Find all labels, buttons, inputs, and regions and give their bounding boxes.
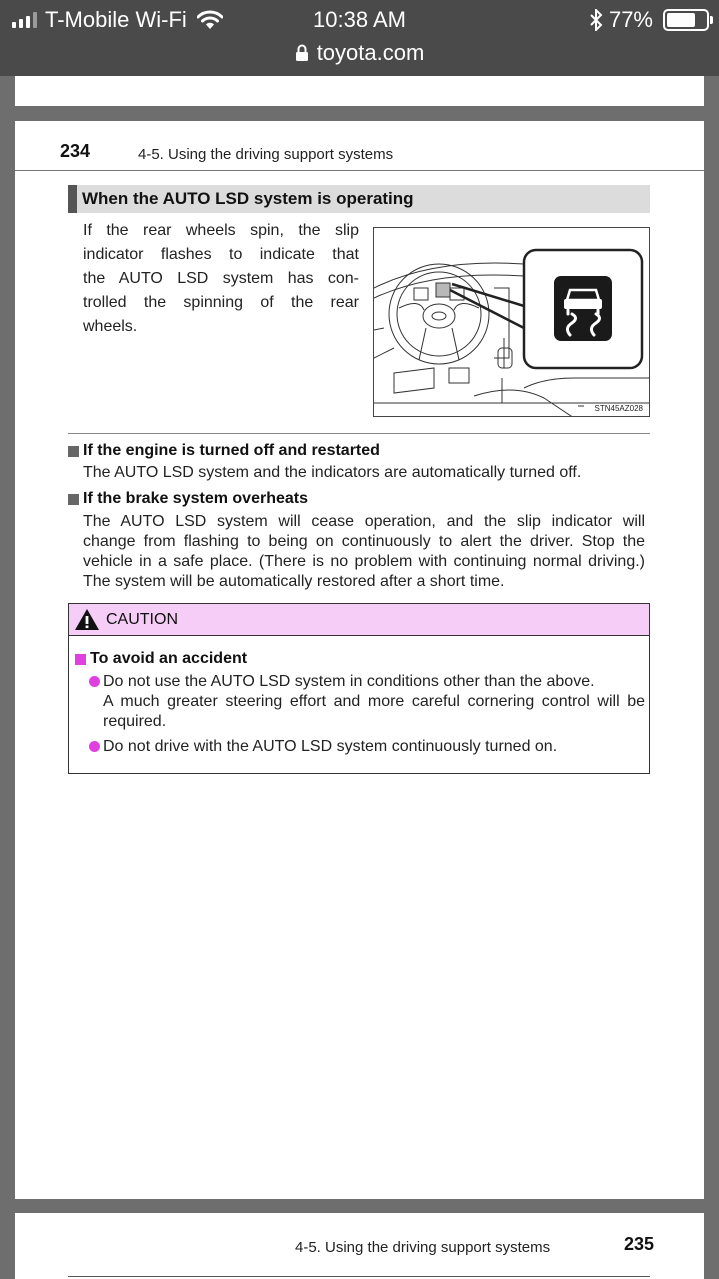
manual-page-234 (15, 121, 704, 1199)
figure-code: STN45AZ028 (594, 404, 643, 413)
page-number: 235 (624, 1234, 655, 1254)
clock: 10:38 AM (313, 7, 406, 32)
battery-percent: 77% (608, 7, 653, 32)
warning-triangle-icon (74, 608, 100, 631)
battery-icon (663, 9, 709, 31)
note-line: The AUTO LSD system and the indicators are automatically turned off. (83, 464, 582, 481)
circle-bullet-icon (89, 741, 100, 752)
previous-page-fragment (15, 76, 704, 106)
lock-icon (295, 44, 309, 62)
note-line: The AUTO LSD system will cease operation, and the slip indicator will (83, 513, 645, 530)
note-title-brake (68, 490, 308, 508)
intro-line: If the rear wheels spin, the slip (83, 222, 359, 239)
intro-line: indicator flashes to indicate that (83, 246, 359, 263)
status-left (12, 6, 223, 34)
intro-line: the AUTO LSD system has con- (83, 270, 359, 287)
header-divider (68, 1276, 650, 1277)
caution-label: CAUTION (106, 610, 178, 628)
header-divider (15, 170, 704, 171)
page-number: 234 (60, 141, 91, 161)
caution-item-text: required. (103, 713, 167, 730)
caution-item-text: A much greater steering effort and more careful cornering control will be (103, 693, 645, 710)
section-heading-text: When the AUTO LSD system is operating (82, 189, 414, 208)
circle-bullet-icon (89, 676, 100, 687)
section-heading (68, 185, 650, 213)
bluetooth-icon (589, 9, 603, 31)
note-line: change from flashing to being on continuously to alert the driver. Stop the (83, 533, 645, 550)
caution-box (68, 603, 650, 774)
carrier-name: T-Mobile Wi-Fi (45, 7, 187, 32)
section-title: 4-5. Using the driving support systems (138, 146, 394, 163)
caution-subtitle (75, 650, 247, 668)
note-body-engine (83, 463, 650, 483)
wifi-icon (197, 10, 223, 30)
square-bullet-icon (75, 654, 86, 665)
url-text: toyota.com (316, 40, 425, 65)
intro-line: trolled the spinning of the rear (83, 294, 359, 311)
status-right (589, 6, 709, 34)
note-line: The system will be automatically restored after a short time. (83, 573, 505, 590)
address-bar[interactable] (0, 38, 719, 68)
caution-item-text: Do not drive with the AUTO LSD system continuously turned on. (103, 738, 558, 755)
caution-item-2 (89, 737, 645, 757)
note-title-engine (68, 442, 380, 460)
dashboard-drawing (374, 228, 650, 417)
square-bullet-icon (68, 446, 79, 457)
section-title: 4-5. Using the driving support systems (295, 1239, 551, 1256)
caution-item-text: Do not use the AUTO LSD system in conditions other than the above. (103, 673, 595, 690)
intro-line: wheels. (83, 318, 138, 335)
note-title-text: If the brake system overheats (83, 490, 308, 507)
caution-item-1 (89, 672, 645, 732)
note-line: vehicle in a safe place. (There is no problem with continuing normal driving.) (83, 553, 645, 570)
intro-paragraph (83, 219, 359, 339)
note-title-text: If the engine is turned off and restarted (83, 442, 380, 459)
caution-subtitle-text: To avoid an accident (90, 650, 248, 667)
square-bullet-icon (68, 494, 79, 505)
caution-header (69, 604, 649, 636)
section-divider (68, 433, 650, 434)
note-body-brake (83, 512, 645, 592)
dashboard-illustration (373, 227, 650, 417)
status-bar (0, 0, 719, 76)
signal-strength-icon (12, 12, 37, 28)
manual-page-235 (15, 1213, 704, 1279)
